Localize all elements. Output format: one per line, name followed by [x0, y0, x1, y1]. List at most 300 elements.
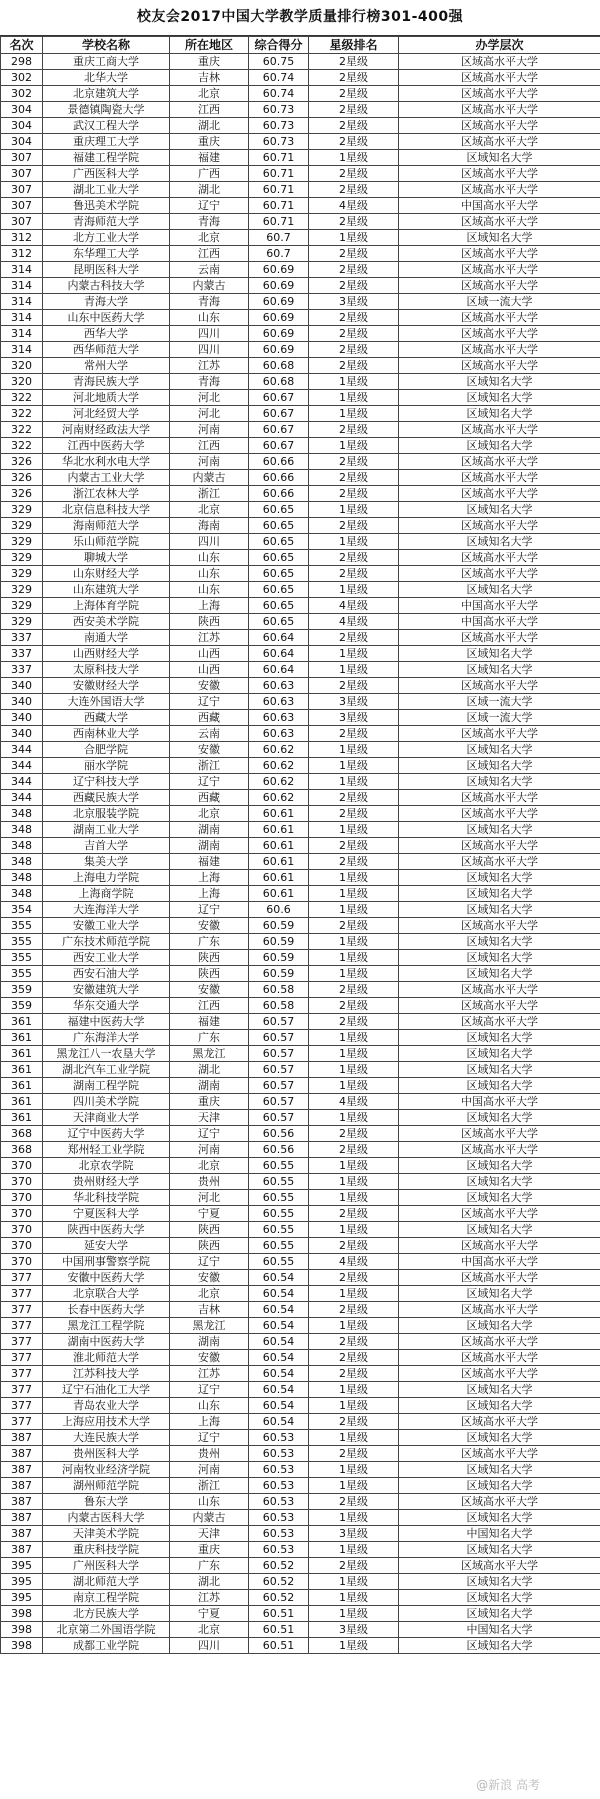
cell-score: 60.69 — [249, 294, 309, 310]
cell-rank: 344 — [1, 790, 43, 806]
cell-region: 辽宁 — [170, 902, 249, 918]
cell-school: 山东建筑大学 — [43, 582, 170, 598]
cell-school: 浙江农林大学 — [43, 486, 170, 502]
cell-score: 60.59 — [249, 918, 309, 934]
table-row — [1, 1638, 600, 1654]
cell-level: 区域知名大学 — [399, 438, 600, 454]
cell-star: 2星级 — [309, 1126, 399, 1142]
cell-star: 4星级 — [309, 1254, 399, 1270]
cell-school: 广西医科大学 — [43, 166, 170, 182]
cell-level: 区域一流大学 — [399, 294, 600, 310]
cell-score: 60.53 — [249, 1494, 309, 1510]
cell-school: 华北水利水电大学 — [43, 454, 170, 470]
cell-rank: 340 — [1, 678, 43, 694]
cell-school: 湖州师范学院 — [43, 1478, 170, 1494]
cell-level: 区域知名大学 — [399, 406, 600, 422]
cell-score: 60.57 — [249, 1046, 309, 1062]
cell-level: 区域知名大学 — [399, 1286, 600, 1302]
cell-star: 2星级 — [309, 1014, 399, 1030]
cell-rank: 307 — [1, 182, 43, 198]
cell-region: 上海 — [170, 870, 249, 886]
cell-region: 西藏 — [170, 790, 249, 806]
table-row — [1, 1126, 600, 1142]
cell-level: 区域知名大学 — [399, 742, 600, 758]
cell-rank: 329 — [1, 550, 43, 566]
cell-score: 60.73 — [249, 118, 309, 134]
cell-rank: 361 — [1, 1030, 43, 1046]
cell-region: 安徽 — [170, 1350, 249, 1366]
cell-level: 区域高水平大学 — [399, 518, 600, 534]
cell-score: 60.52 — [249, 1590, 309, 1606]
cell-star: 1星级 — [309, 1542, 399, 1558]
cell-score: 60.61 — [249, 838, 309, 854]
table-row — [1, 1238, 600, 1254]
cell-school: 青海大学 — [43, 294, 170, 310]
table-row — [1, 438, 600, 454]
cell-rank: 370 — [1, 1254, 43, 1270]
cell-rank: 329 — [1, 582, 43, 598]
cell-school: 河北经贸大学 — [43, 406, 170, 422]
cell-level: 区域知名大学 — [399, 1078, 600, 1094]
cell-star: 2星级 — [309, 134, 399, 150]
cell-level: 区域高水平大学 — [399, 550, 600, 566]
cell-school: 安徽中医药大学 — [43, 1270, 170, 1286]
cell-level: 区域知名大学 — [399, 934, 600, 950]
cell-school: 西安石油大学 — [43, 966, 170, 982]
cell-rank: 387 — [1, 1430, 43, 1446]
cell-region: 福建 — [170, 1014, 249, 1030]
cell-rank: 337 — [1, 662, 43, 678]
table-row — [1, 1590, 600, 1606]
cell-star: 2星级 — [309, 422, 399, 438]
table-row — [1, 966, 600, 982]
cell-region: 青海 — [170, 374, 249, 390]
cell-region: 安徽 — [170, 1270, 249, 1286]
cell-region: 天津 — [170, 1110, 249, 1126]
cell-region: 四川 — [170, 1638, 249, 1654]
cell-score: 60.69 — [249, 310, 309, 326]
cell-school: 上海商学院 — [43, 886, 170, 902]
table-row — [1, 102, 600, 118]
cell-level: 区域高水平大学 — [399, 342, 600, 358]
cell-region: 贵州 — [170, 1446, 249, 1462]
cell-school: 广州医科大学 — [43, 1558, 170, 1574]
cell-star: 2星级 — [309, 1142, 399, 1158]
cell-star: 2星级 — [309, 326, 399, 342]
cell-region: 上海 — [170, 598, 249, 614]
cell-level: 区域高水平大学 — [399, 998, 600, 1014]
cell-score: 60.55 — [249, 1238, 309, 1254]
cell-level: 区域知名大学 — [399, 1046, 600, 1062]
cell-score: 60.58 — [249, 998, 309, 1014]
cell-rank: 314 — [1, 294, 43, 310]
cell-region: 陕西 — [170, 1222, 249, 1238]
cell-rank: 348 — [1, 886, 43, 902]
table-row — [1, 374, 600, 390]
table-row — [1, 566, 600, 582]
cell-school: 西华师范大学 — [43, 342, 170, 358]
cell-rank: 307 — [1, 198, 43, 214]
cell-rank: 355 — [1, 966, 43, 982]
cell-score: 60.57 — [249, 1078, 309, 1094]
cell-star: 2星级 — [309, 86, 399, 102]
table-row — [1, 1510, 600, 1526]
cell-region: 江苏 — [170, 358, 249, 374]
table-row — [1, 998, 600, 1014]
cell-level: 区域知名大学 — [399, 534, 600, 550]
cell-score: 60.71 — [249, 182, 309, 198]
cell-region: 湖北 — [170, 118, 249, 134]
cell-score: 60.67 — [249, 390, 309, 406]
cell-star: 1星级 — [309, 1590, 399, 1606]
table-row — [1, 1014, 600, 1030]
cell-region: 江西 — [170, 102, 249, 118]
cell-star: 1星级 — [309, 822, 399, 838]
table-row — [1, 1270, 600, 1286]
cell-level: 区域高水平大学 — [399, 86, 600, 102]
ranking-table — [0, 36, 600, 1654]
cell-school: 成都工业学院 — [43, 1638, 170, 1654]
cell-school: 景德镇陶瓷大学 — [43, 102, 170, 118]
cell-school: 北京第二外国语学院 — [43, 1622, 170, 1638]
cell-region: 江西 — [170, 438, 249, 454]
cell-region: 山东 — [170, 1494, 249, 1510]
cell-school: 青岛农业大学 — [43, 1398, 170, 1414]
cell-level: 区域知名大学 — [399, 1478, 600, 1494]
cell-region: 辽宁 — [170, 198, 249, 214]
table-row — [1, 662, 600, 678]
cell-level: 区域知名大学 — [399, 1462, 600, 1478]
cell-rank: 368 — [1, 1126, 43, 1142]
table-row — [1, 278, 600, 294]
cell-score: 60.63 — [249, 694, 309, 710]
table-row — [1, 1414, 600, 1430]
cell-star: 2星级 — [309, 486, 399, 502]
cell-school: 海南师范大学 — [43, 518, 170, 534]
cell-region: 北京 — [170, 1622, 249, 1638]
table-row — [1, 550, 600, 566]
cell-school: 北方工业大学 — [43, 230, 170, 246]
cell-rank: 337 — [1, 646, 43, 662]
cell-region: 内蒙古 — [170, 278, 249, 294]
cell-rank: 314 — [1, 326, 43, 342]
table-row — [1, 502, 600, 518]
cell-level: 区域知名大学 — [399, 662, 600, 678]
cell-region: 河南 — [170, 1462, 249, 1478]
cell-level: 区域知名大学 — [399, 646, 600, 662]
cell-level: 区域知名大学 — [399, 502, 600, 518]
cell-rank: 387 — [1, 1542, 43, 1558]
cell-score: 60.64 — [249, 662, 309, 678]
cell-star: 3星级 — [309, 694, 399, 710]
cell-region: 浙江 — [170, 486, 249, 502]
cell-star: 1星级 — [309, 438, 399, 454]
cell-score: 60.73 — [249, 134, 309, 150]
cell-school: 重庆科技学院 — [43, 1542, 170, 1558]
cell-star: 1星级 — [309, 1110, 399, 1126]
cell-score: 60.54 — [249, 1302, 309, 1318]
cell-rank: 329 — [1, 518, 43, 534]
cell-score: 60.65 — [249, 502, 309, 518]
cell-level: 区域知名大学 — [399, 1430, 600, 1446]
cell-region: 内蒙古 — [170, 1510, 249, 1526]
cell-level: 区域高水平大学 — [399, 166, 600, 182]
cell-rank: 398 — [1, 1622, 43, 1638]
cell-star: 2星级 — [309, 1446, 399, 1462]
cell-rank: 377 — [1, 1350, 43, 1366]
cell-score: 60.57 — [249, 1014, 309, 1030]
table-row — [1, 758, 600, 774]
cell-school: 西安美术学院 — [43, 614, 170, 630]
table-row — [1, 1606, 600, 1622]
header-level: 办学层次 — [399, 37, 600, 54]
cell-school: 西安工业大学 — [43, 950, 170, 966]
table-row — [1, 230, 600, 246]
cell-school: 江苏科技大学 — [43, 1366, 170, 1382]
table-row — [1, 70, 600, 86]
table-row — [1, 598, 600, 614]
cell-score: 60.69 — [249, 326, 309, 342]
cell-region: 重庆 — [170, 1542, 249, 1558]
header-star: 星级排名 — [309, 37, 399, 54]
table-row — [1, 1542, 600, 1558]
cell-region: 广东 — [170, 1558, 249, 1574]
table-row — [1, 630, 600, 646]
cell-star: 1星级 — [309, 1638, 399, 1654]
cell-school: 山东财经大学 — [43, 566, 170, 582]
cell-score: 60.51 — [249, 1606, 309, 1622]
cell-star: 1星级 — [309, 1078, 399, 1094]
cell-star: 4星级 — [309, 598, 399, 614]
cell-level: 区域高水平大学 — [399, 838, 600, 854]
cell-school: 太原科技大学 — [43, 662, 170, 678]
cell-level: 区域高水平大学 — [399, 1558, 600, 1574]
cell-school: 河北地质大学 — [43, 390, 170, 406]
cell-level: 区域知名大学 — [399, 150, 600, 166]
cell-score: 60.62 — [249, 758, 309, 774]
cell-rank: 387 — [1, 1510, 43, 1526]
cell-star: 1星级 — [309, 1574, 399, 1590]
cell-school: 西华大学 — [43, 326, 170, 342]
cell-star: 2星级 — [309, 838, 399, 854]
cell-level: 区域高水平大学 — [399, 1446, 600, 1462]
cell-score: 60.65 — [249, 534, 309, 550]
cell-star: 2星级 — [309, 310, 399, 326]
cell-score: 60.7 — [249, 230, 309, 246]
cell-rank: 314 — [1, 310, 43, 326]
cell-rank: 326 — [1, 470, 43, 486]
cell-rank: 322 — [1, 406, 43, 422]
cell-rank: 387 — [1, 1462, 43, 1478]
table-row — [1, 1158, 600, 1174]
cell-region: 辽宁 — [170, 1126, 249, 1142]
cell-star: 2星级 — [309, 214, 399, 230]
cell-level: 区域知名大学 — [399, 1030, 600, 1046]
table-row — [1, 646, 600, 662]
cell-region: 北京 — [170, 806, 249, 822]
cell-level: 区域高水平大学 — [399, 1366, 600, 1382]
cell-region: 河北 — [170, 1190, 249, 1206]
cell-region: 山西 — [170, 662, 249, 678]
table-row — [1, 1462, 600, 1478]
cell-school: 武汉工程大学 — [43, 118, 170, 134]
cell-star: 2星级 — [309, 726, 399, 742]
cell-school: 湖北汽车工业学院 — [43, 1062, 170, 1078]
cell-school: 北京联合大学 — [43, 1286, 170, 1302]
cell-score: 60.53 — [249, 1526, 309, 1542]
cell-star: 2星级 — [309, 102, 399, 118]
cell-level: 区域高水平大学 — [399, 1206, 600, 1222]
cell-region: 宁夏 — [170, 1206, 249, 1222]
cell-score: 60.55 — [249, 1158, 309, 1174]
table-row — [1, 326, 600, 342]
cell-star: 1星级 — [309, 742, 399, 758]
cell-score: 60.53 — [249, 1462, 309, 1478]
cell-rank: 304 — [1, 118, 43, 134]
cell-star: 2星级 — [309, 342, 399, 358]
cell-score: 60.54 — [249, 1350, 309, 1366]
cell-school: 大连外国语大学 — [43, 694, 170, 710]
cell-level: 区域高水平大学 — [399, 358, 600, 374]
cell-star: 2星级 — [309, 1414, 399, 1430]
cell-score: 60.71 — [249, 166, 309, 182]
table-row — [1, 1206, 600, 1222]
cell-score: 60.54 — [249, 1366, 309, 1382]
cell-region: 辽宁 — [170, 1254, 249, 1270]
cell-star: 2星级 — [309, 1302, 399, 1318]
cell-region: 陕西 — [170, 614, 249, 630]
cell-star: 2星级 — [309, 246, 399, 262]
cell-region: 江苏 — [170, 1366, 249, 1382]
cell-score: 60.67 — [249, 422, 309, 438]
cell-star: 2星级 — [309, 278, 399, 294]
cell-rank: 395 — [1, 1558, 43, 1574]
cell-school: 贵州医科大学 — [43, 1446, 170, 1462]
cell-score: 60.65 — [249, 550, 309, 566]
cell-score: 60.63 — [249, 726, 309, 742]
table-row — [1, 1430, 600, 1446]
table-row — [1, 774, 600, 790]
table-row — [1, 950, 600, 966]
cell-score: 60.69 — [249, 342, 309, 358]
cell-region: 广西 — [170, 166, 249, 182]
cell-school: 大连海洋大学 — [43, 902, 170, 918]
cell-school: 辽宁中医药大学 — [43, 1126, 170, 1142]
cell-rank: 337 — [1, 630, 43, 646]
cell-star: 1星级 — [309, 502, 399, 518]
cell-region: 黑龙江 — [170, 1318, 249, 1334]
cell-star: 2星级 — [309, 806, 399, 822]
cell-level: 区域高水平大学 — [399, 102, 600, 118]
cell-region: 北京 — [170, 230, 249, 246]
table-row — [1, 1350, 600, 1366]
table-row — [1, 886, 600, 902]
cell-region: 黑龙江 — [170, 1046, 249, 1062]
cell-school: 上海电力学院 — [43, 870, 170, 886]
cell-star: 2星级 — [309, 1494, 399, 1510]
cell-score: 60.58 — [249, 982, 309, 998]
cell-level: 区域高水平大学 — [399, 1302, 600, 1318]
cell-level: 中国高水平大学 — [399, 614, 600, 630]
cell-score: 60.51 — [249, 1622, 309, 1638]
cell-school: 湖北工业大学 — [43, 182, 170, 198]
cell-rank: 348 — [1, 870, 43, 886]
cell-region: 江苏 — [170, 630, 249, 646]
cell-level: 区域高水平大学 — [399, 1414, 600, 1430]
cell-school: 安徽工业大学 — [43, 918, 170, 934]
cell-score: 60.62 — [249, 774, 309, 790]
cell-region: 四川 — [170, 534, 249, 550]
cell-star: 2星级 — [309, 566, 399, 582]
cell-star: 4星级 — [309, 614, 399, 630]
cell-rank: 307 — [1, 166, 43, 182]
cell-star: 2星级 — [309, 358, 399, 374]
cell-rank: 361 — [1, 1110, 43, 1126]
table-row — [1, 1398, 600, 1414]
cell-school: 北京建筑大学 — [43, 86, 170, 102]
cell-region: 重庆 — [170, 1094, 249, 1110]
cell-score: 60.53 — [249, 1430, 309, 1446]
cell-rank: 377 — [1, 1414, 43, 1430]
table-row — [1, 838, 600, 854]
table-row — [1, 1094, 600, 1110]
cell-score: 60.57 — [249, 1030, 309, 1046]
table-row — [1, 854, 600, 870]
cell-star: 4星级 — [309, 1094, 399, 1110]
cell-level: 区域知名大学 — [399, 950, 600, 966]
cell-rank: 340 — [1, 710, 43, 726]
cell-star: 2星级 — [309, 998, 399, 1014]
cell-rank: 359 — [1, 982, 43, 998]
cell-school: 青海民族大学 — [43, 374, 170, 390]
cell-region: 吉林 — [170, 70, 249, 86]
cell-score: 60.54 — [249, 1318, 309, 1334]
cell-star: 2星级 — [309, 982, 399, 998]
cell-region: 重庆 — [170, 134, 249, 150]
table-row — [1, 1334, 600, 1350]
cell-level: 区域知名大学 — [399, 822, 600, 838]
cell-school: 北京信息科技大学 — [43, 502, 170, 518]
cell-rank: 348 — [1, 854, 43, 870]
cell-score: 60.59 — [249, 966, 309, 982]
cell-score: 60.54 — [249, 1286, 309, 1302]
cell-school: 中国刑事警察学院 — [43, 1254, 170, 1270]
cell-region: 江西 — [170, 998, 249, 1014]
table-row — [1, 806, 600, 822]
cell-rank: 377 — [1, 1334, 43, 1350]
header-region: 所在地区 — [170, 37, 249, 54]
cell-score: 60.65 — [249, 582, 309, 598]
cell-star: 1星级 — [309, 1606, 399, 1622]
cell-level: 中国高水平大学 — [399, 1254, 600, 1270]
cell-level: 区域高水平大学 — [399, 566, 600, 582]
cell-level: 区域高水平大学 — [399, 1126, 600, 1142]
cell-school: 聊城大学 — [43, 550, 170, 566]
cell-score: 60.68 — [249, 358, 309, 374]
cell-score: 60.61 — [249, 806, 309, 822]
cell-score: 60.68 — [249, 374, 309, 390]
cell-score: 60.55 — [249, 1174, 309, 1190]
cell-level: 区域高水平大学 — [399, 1142, 600, 1158]
cell-school: 北华大学 — [43, 70, 170, 86]
cell-level: 区域知名大学 — [399, 390, 600, 406]
cell-rank: 355 — [1, 918, 43, 934]
table-row — [1, 710, 600, 726]
cell-level: 中国高水平大学 — [399, 1094, 600, 1110]
cell-score: 60.61 — [249, 822, 309, 838]
cell-region: 山东 — [170, 1398, 249, 1414]
cell-region: 陕西 — [170, 1238, 249, 1254]
